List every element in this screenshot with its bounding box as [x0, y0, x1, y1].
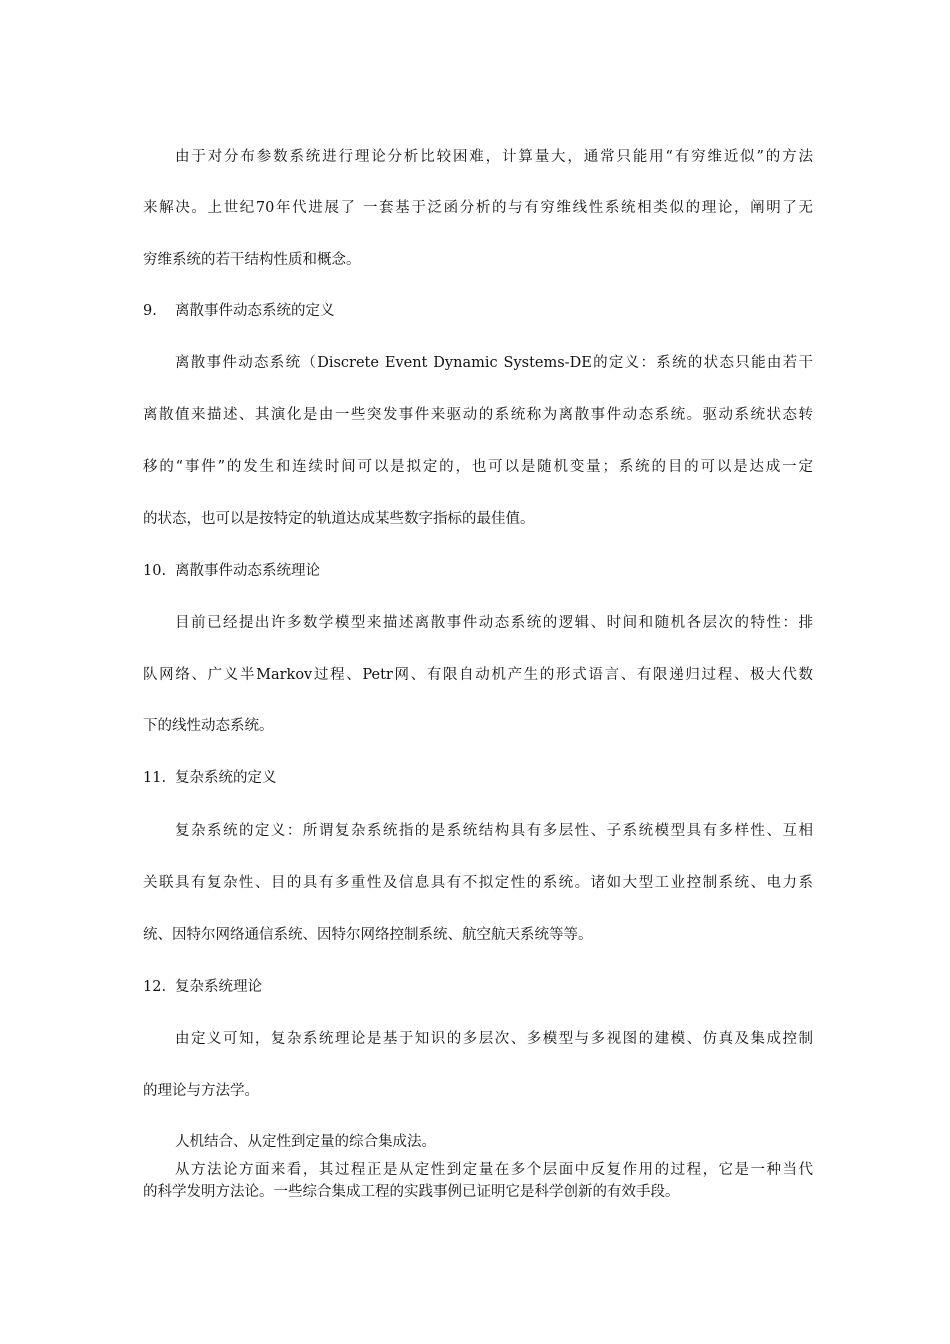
- section-10-heading: [143, 561, 320, 581]
- section-9-paragraph-line: 的状态，也可以是按特定的轨道达成某些数字指标的最佳值。: [143, 511, 535, 527]
- section-11-paragraph-line: 关联具有复杂性、目的具有多重性及信息具有不拟定性的系统。诸如大型工业控制系统、电力系: [143, 875, 813, 891]
- section-11-number: 11.: [143, 770, 167, 786]
- section-10-paragraph-line: 队网络、广义半Markov过程、Petr网、有限自动机产生的形式语言、有限递归过程、极大代数: [143, 667, 813, 683]
- intro-paragraph-line: 来解决。上世纪70年代进展了 一套基于泛函分析的与有穷维线性系统相类似的理论，阐明了无: [143, 200, 813, 216]
- section-12-heading: [143, 977, 262, 997]
- section-9-paragraph-line: 离散事件动态系统（Discrete Event Dynamic Systems-DE的定义：系统的状态只能由若干: [175, 355, 813, 371]
- section-12-paragraph-line: 由定义可知，复杂系统理论是基于知识的多层次、多模型与多视图的建模、仿真及集成控制: [175, 1031, 813, 1047]
- intro-paragraph-line: 穷维系统的若干结构性质和概念。: [143, 252, 361, 268]
- section-9-number: 9.: [143, 303, 157, 319]
- section-9-title: 离散事件动态系统的定义: [175, 303, 335, 319]
- closing-line: 的科学发明方法论。一些综合集成工程的实践事例已证明它是科学创新的有效手段。: [143, 1184, 680, 1200]
- section-9-paragraph-line: 移的“事件”的发生和连续时间可以是拟定的，也可以是随机变量；系统的目的可以是达成一定: [143, 459, 813, 475]
- section-12-title: 复杂系统理论: [175, 979, 262, 995]
- section-10-paragraph-line: 目前已经提出许多数学模型来描述离散事件动态系统的逻辑、时间和随机各层次的特性：排: [175, 615, 813, 631]
- section-11-title: 复杂系统的定义: [175, 770, 277, 786]
- section-10-title: 离散事件动态系统理论: [175, 563, 320, 579]
- section-9-heading: [143, 301, 335, 321]
- section-12-number: 12.: [143, 979, 167, 995]
- section-10-paragraph-line: 下的线性动态系统。: [143, 718, 274, 734]
- section-11-heading: [143, 768, 277, 788]
- closing-line: 从方法论方面来看，其过程正是从定性到定量在多个层面中反复作用的过程，它是一种当代: [175, 1162, 813, 1178]
- section-10-number: 10.: [143, 563, 167, 579]
- section-12-paragraph-line: 的理论与方法学。: [143, 1083, 259, 1099]
- intro-paragraph-line: 由于对分布参数系统进行理论分析比较困难，计算量大，通常只能用“有穷维近似”的方法: [175, 149, 813, 165]
- section-11-paragraph-line: 统、因特尔网络通信系统、因特尔网络控制系统、航空航天系统等等。: [143, 927, 593, 943]
- section-9-paragraph-line: 离散值来描述、其演化是由一些突发事件来驱动的系统称为离散事件动态系统。驱动系统状态转: [143, 407, 813, 423]
- section-11-paragraph-line: 复杂系统的定义：所谓复杂系统指的是系统结构具有多层性、子系统模型具有多样性、互相: [175, 823, 813, 839]
- closing-line: 人机结合、从定性到定量的综合集成法。: [175, 1134, 436, 1150]
